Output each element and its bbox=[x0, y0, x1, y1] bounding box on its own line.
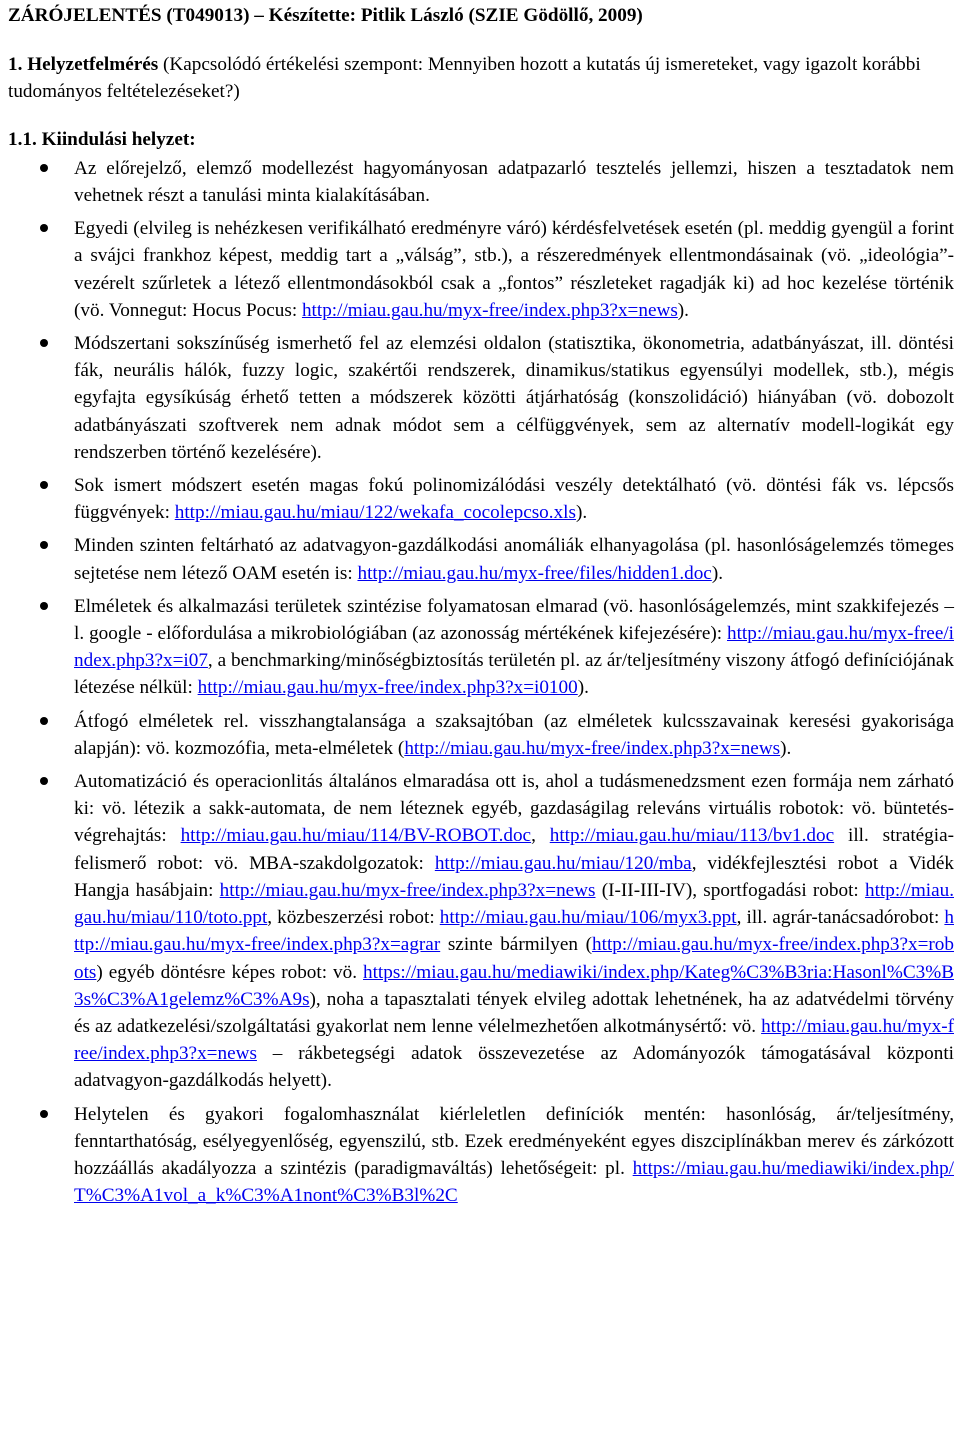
bullet-text: ). bbox=[577, 677, 589, 699]
bullet-text: (I-II-III-IV), sportfogadási robot: bbox=[595, 879, 865, 901]
bullet-text: Helytelen és gyakori fogalomhasználat kiérleletlen definíciók mentén: hasonlóság, ár/teljesítmény, fenntarthatóság, esélyegyenlőség, egyenszilú, stb. Ezek eredményeként egyes diszciplínákban merev és zárkózott hozzáállás akadályozza a szintézis (paradigmaváltás) lehetőségeit: pl. bbox=[74, 1103, 954, 1179]
bullet-text: szinte bármilyen ( bbox=[440, 934, 593, 956]
bullet-item-4 bbox=[8, 472, 954, 526]
bullet-item-5 bbox=[8, 532, 954, 586]
bullet-text: , bbox=[531, 825, 550, 847]
bullet-item-2 bbox=[8, 215, 954, 324]
bullet-item-3 bbox=[8, 330, 954, 466]
link-myx-free-news[interactable]: http://miau.gau.hu/myx-free/index.php3?x=news bbox=[219, 879, 596, 901]
bullet-item-9 bbox=[8, 1101, 954, 1210]
bullet-text: Átfogó elméletek rel. visszhangtalansága a szaksajtóban (az elméletek kulcsszavainak keresési gyakorisága alapján): vö. kozmozófia, meta-elméletek ( bbox=[74, 710, 954, 759]
link-bv1-doc[interactable]: http://miau.gau.hu/miau/113/bv1.doc bbox=[549, 825, 835, 847]
document-title: ZÁRÓJELENTÉS (T049013) – Készítette: Pitlik László (SZIE Gödöllő, 2009) bbox=[8, 5, 643, 26]
bullet-item-1 bbox=[8, 155, 954, 209]
bullet-text: , vidékfejlesztési robot a Vidék Hangja hasábjain: bbox=[74, 852, 954, 901]
bullet-text: ill. stratégia-felismerő robot: vö. MBA-szakdolgozatok: bbox=[74, 825, 955, 874]
bullet-text: Elméletek és alkalmazási területek szintézise folyamatosan elmarad (vö. hasonlóságelemzés, mint szakkifejezés – l. google - előfordulása a mikrobiológiában (az azonosság mértékének kifejezésére): bbox=[74, 595, 954, 645]
bullet-text: Sok ismert módszert esetén magas fokú polinomizálódási veszély detektálható (vö. döntési fák vs. lépcsős függvények: bbox=[74, 475, 954, 524]
bullet-text: ) egyéb döntésre képes robot: vö. bbox=[96, 961, 363, 983]
bullet-text: Az előrejelző, elemző modellezést hagyományosan adatpazarló tesztelés jellemzi, hiszen a tesztadatok nem vehetnek részt a tanulási minta kialakításában. bbox=[74, 157, 954, 207]
bullet-text: ). bbox=[677, 299, 689, 321]
bullet-text: , a benchmarking/minőségbiztosítás területén pl. az ár/teljesítmény viszony átfogó definíciójának létezése nélkül: bbox=[74, 650, 954, 699]
bullet-list bbox=[8, 155, 954, 1210]
bullet-text: Minden szinten feltárható az adatvagyon-gazdálkodási anomáliák elhanyagolása (pl. hasonlóságelemzés tömeges sejtetése nem létező OAM esetén is: bbox=[74, 535, 954, 584]
section-1-number-title: 1. Helyzetfelmérés bbox=[8, 54, 159, 76]
link-mediawiki-hasonlosagelemzes[interactable]: https://miau.gau.hu/mediawiki/index.php/Kateg%C3%B3ria:Hasonl%C3%B3s%C3%A1gelemz%C3%A9s bbox=[74, 961, 954, 1010]
link-x-agrar[interactable]: http://miau.gau.hu/myx-free/index.php3?x=agrar bbox=[74, 907, 954, 956]
link-myx-free-news[interactable]: http://miau.gau.hu/myx-free/index.php3?x=news bbox=[404, 737, 781, 759]
bullet-text: Módszertani sokszínűség ismerhető fel az elemzési oldalon (statisztika, ökonometria, adatbányászat, ill. döntési fák, neurális hálók, fuzzy logic, szakértői rendszerek, dinamikus/statikus egyensúlyi modellek, stb.), mégis egyfajta egysíkúság érhető tetten a módszerek közötti átjárhatóság (konszolidáció) hiányában (vö. dobozolt adatbányászati szoftverek nem adnak módot sem a célfüggvények, sem az alternatív modell-logikát egy rendszerben történő kezelésére). bbox=[74, 333, 954, 463]
link-myx3-ppt[interactable]: http://miau.gau.hu/miau/106/myx3.ppt bbox=[439, 907, 737, 929]
bullet-text: , ill. agrár-tanácsadórobot: bbox=[736, 907, 945, 929]
link-mba[interactable]: http://miau.gau.hu/miau/120/mba bbox=[434, 852, 692, 874]
bullet-text: – rákbetegségi adatok összevezetése az Adományozók támogatásával központi adatvagyon-gazdálkodás helyett). bbox=[74, 1043, 954, 1092]
bullet-item-7 bbox=[8, 708, 954, 762]
section-1-1-heading: 1.1. Kiindulási helyzet: bbox=[8, 128, 196, 150]
bullet-text: ). bbox=[575, 502, 588, 524]
bullet-text: ). bbox=[711, 562, 724, 584]
bullet-text: ), noha a tapasztalati tények elvileg adottak lehetnének, ha az adatvédelmi törvény és az adatkezelési/szolgáltatási gyakorlat nem lenne vélelmezhetően alkotmánysértő: vö. bbox=[74, 988, 954, 1037]
bullet-item-8 bbox=[8, 768, 954, 1094]
link-x-robots[interactable]: http://miau.gau.hu/myx-free/index.php3?x=robots bbox=[74, 934, 954, 983]
link-bv-robot-doc[interactable]: http://miau.gau.hu/miau/114/BV-ROBOT.doc bbox=[180, 825, 532, 847]
section-1-heading bbox=[8, 51, 954, 105]
bullet-item-6 bbox=[8, 593, 954, 702]
link-x-i0100[interactable]: http://miau.gau.hu/myx-free/index.php3?x=i0100 bbox=[197, 677, 578, 699]
link-myx-free-news[interactable]: http://miau.gau.hu/myx-free/index.php3?x=news bbox=[74, 1015, 954, 1065]
link-myx-free-news[interactable]: http://miau.gau.hu/myx-free/index.php3?x=news bbox=[301, 299, 678, 321]
bullet-text: Egyedi (elvileg is nehézkesen verifikálható eredményre váró) kérdésfelvetések esetén (pl. meddig gyengül a forint a svájci frankhoz képest, meddig tart a „válság”, stb.), a részeredmények ellentmondásainak (vö. „ideológia”-vezérelt szűrletek a létező ellentmondásokból csak a „fontos” részleteket ragadják ki) ad hoc kezelése történik (vö. Vonnegut: Hocus Pocus: bbox=[74, 218, 954, 321]
link-wekafa-cocolepcso[interactable]: http://miau.gau.hu/miau/122/wekafa_cocolepcso.xls bbox=[174, 502, 576, 524]
section-1-description: (Kapcsolódó értékelési szempont: Mennyiben hozott a kutatás új ismereteket, vagy igazolt korábbi tudományos feltételezéseket?) bbox=[8, 54, 921, 103]
bullet-text: Automatizáció és operacionlitás általános elmaradása ott is, ahol a tudásmenedzsment ezen formája nem zárható ki: vö. létezik a sakk-automata, de nem léteznek egyéb, gazdaságilag releváns virtuális robotok: vö. büntetés-végrehajtás: bbox=[74, 771, 954, 847]
bullet-text: ). bbox=[780, 737, 792, 759]
bullet-text: , közbeszerzési robot: bbox=[267, 907, 440, 929]
link-hidden1-doc[interactable]: http://miau.gau.hu/myx-free/files/hidden1.doc bbox=[357, 562, 712, 584]
link-mediawiki-tavol-a-kanontol[interactable]: https://miau.gau.hu/mediawiki/index.php/T%C3%A1vol_a_k%C3%A1nont%C3%B3l%2C bbox=[74, 1157, 954, 1207]
link-toto-ppt[interactable]: http://miau.gau.hu/miau/110/toto.ppt bbox=[74, 879, 954, 929]
link-x-i07[interactable]: http://miau.gau.hu/myx-free/index.php3?x=i07 bbox=[74, 623, 954, 672]
